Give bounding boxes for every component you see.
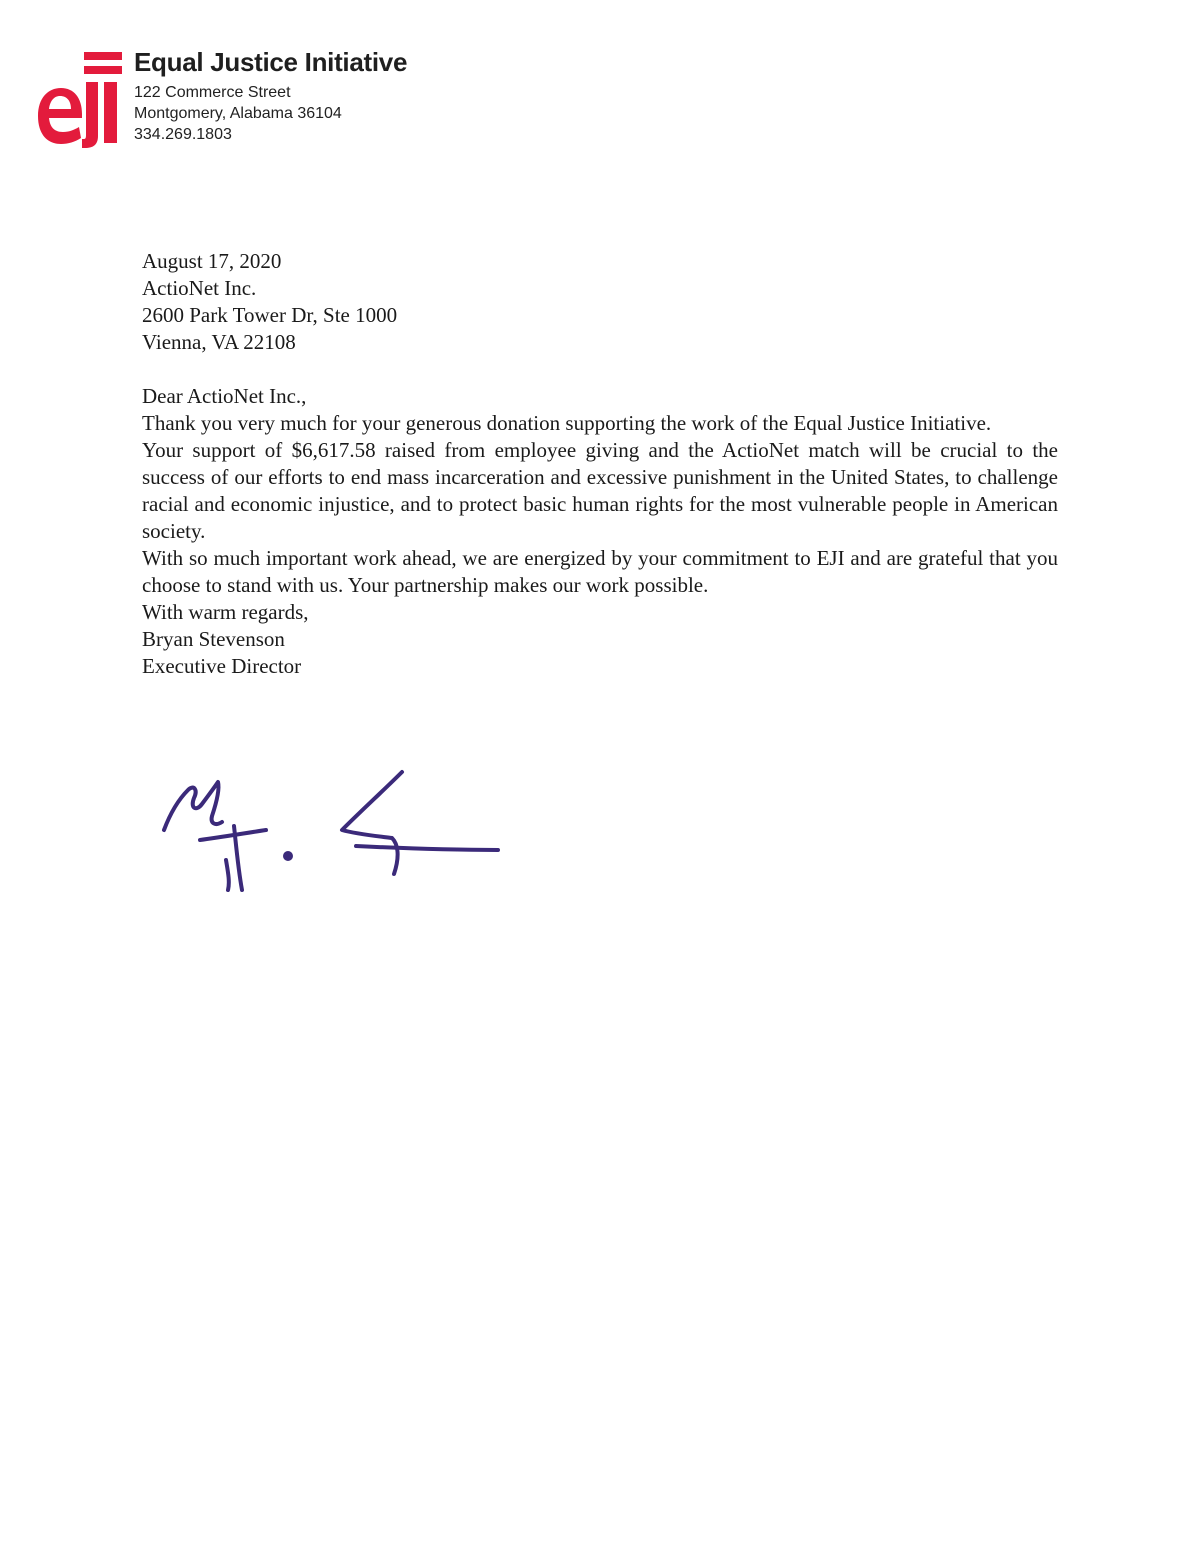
letterhead xyxy=(36,46,456,156)
closing: With warm regards, xyxy=(142,600,309,624)
recipient-street: 2600 Park Tower Dr, Ste 1000 xyxy=(142,303,398,327)
recipient-address xyxy=(142,275,1058,356)
org-street: 122 Commerce Street xyxy=(134,84,291,101)
handwritten-signature xyxy=(156,764,506,898)
paragraph-commitment: With so much important work ahead, we are energized by your commitment to EJI and are grateful that you choose to stand with us. Your partnership makes our work possible. xyxy=(142,546,1058,597)
org-info xyxy=(134,46,407,145)
salutation: Dear ActioNet Inc., xyxy=(142,384,307,408)
paragraph-thanks: Thank you very much for your generous donation supporting the work of the Equal Justice Initiative. xyxy=(142,411,992,435)
recipient-name: ActioNet Inc. xyxy=(142,276,257,300)
letter-body xyxy=(142,248,1058,680)
org-city-state-zip: Montgomery, Alabama 36104 xyxy=(134,105,342,122)
recipient-city-state-zip: Vienna, VA 22108 xyxy=(142,330,296,354)
letter-date: August 17, 2020 xyxy=(142,249,282,273)
org-name: Equal Justice Initiative xyxy=(134,47,408,77)
eji-logo xyxy=(36,46,128,148)
signer-title: Executive Director xyxy=(142,654,302,678)
paragraph-support: Your support of $6,617.58 raised from employee giving and the ActioNet match will be crucial to the success of our efforts to end mass incarceration and excessive punishment in the United States, to challenge racial and economic injustice, and to protect basic human rights for the most vulnerable people in American society. xyxy=(142,438,1058,543)
signer-name: Bryan Stevenson xyxy=(142,627,285,651)
org-phone: 334.269.1803 xyxy=(134,126,232,143)
